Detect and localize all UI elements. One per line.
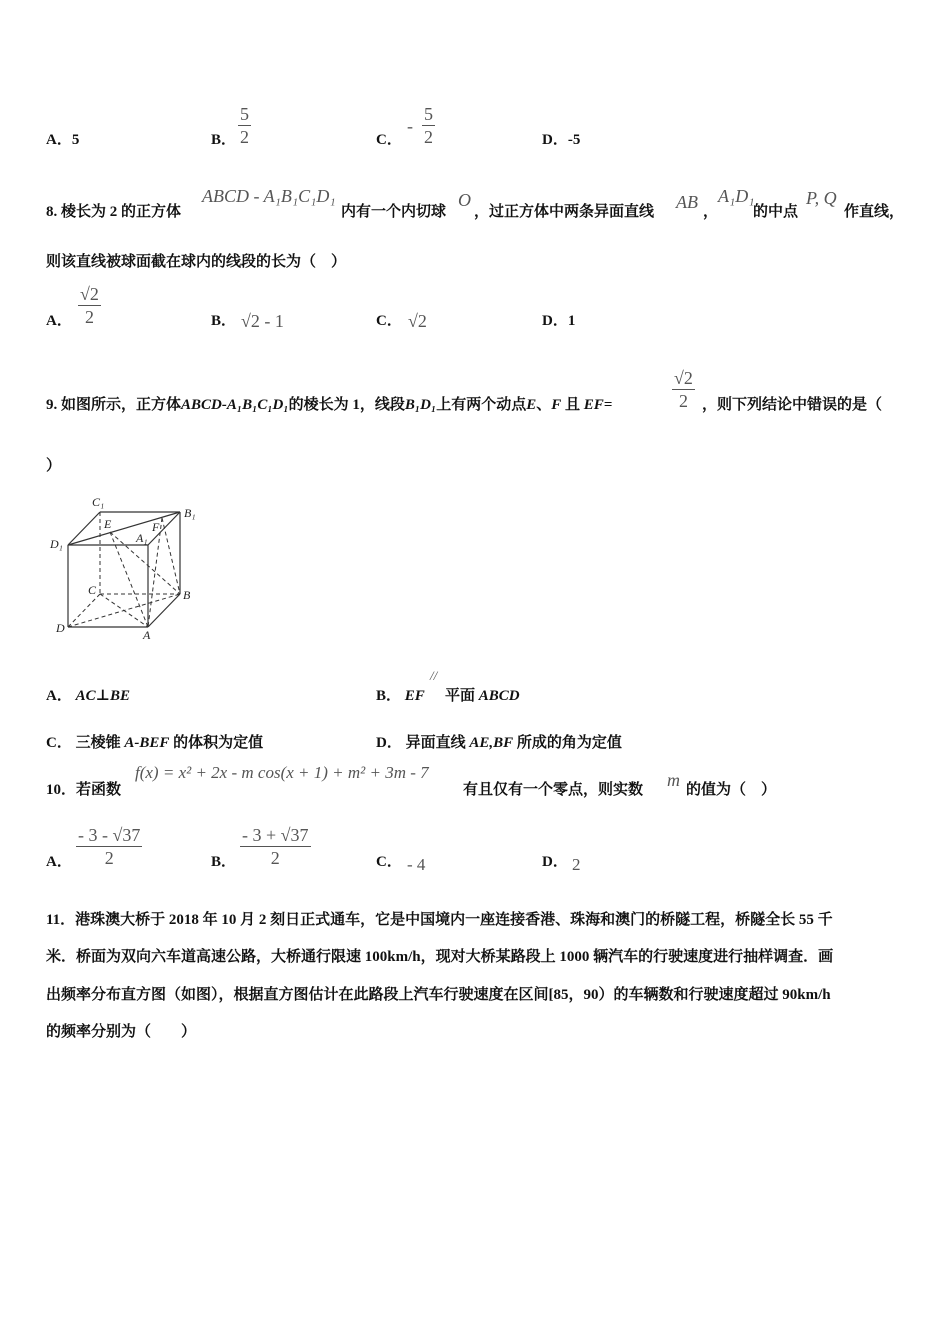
- q8-comma: ，: [703, 204, 719, 220]
- fig-label-A: A: [143, 628, 151, 642]
- q8-option-c-value: √2: [408, 311, 427, 331]
- q8-option-a-fraction: $\frac{√2}{2}$: [80, 284, 99, 327]
- fig-label-D: D: [56, 621, 65, 635]
- q9-ef-fraction: $\frac{√2}{2}$: [674, 368, 693, 411]
- q8-option-a-label: A．: [46, 313, 72, 329]
- fig-label-C1: C₁: [92, 495, 105, 509]
- q8-text-5: 作直线，: [844, 204, 905, 220]
- q10-var-m: m: [667, 770, 680, 790]
- q9-option-c: C． 三棱锥 A-BEF 的体积为定值: [46, 735, 264, 751]
- q9-option-b-rest: 平面 ABCD: [445, 688, 520, 704]
- q8-option-d: D．1: [542, 313, 576, 329]
- q8-text-4: 的中点: [753, 204, 799, 220]
- q8-points-PQ: P, Q: [806, 188, 837, 208]
- q9-option-b-parallel: //: [430, 668, 438, 683]
- q9-cube-figure: [44, 490, 214, 650]
- q8-text-line2: 则该直线被球面截在球内的线段的长为（ ）: [46, 254, 347, 270]
- q8-option-c-label: C．: [376, 313, 402, 329]
- q8-option-b-label: B．: [211, 313, 237, 329]
- q10-option-a-fraction: $\frac{- 3 - √37}{2}$: [78, 825, 141, 868]
- q11-line-1: 11．港珠澳大桥于 2018 年 10 月 2 刻日正式通车，它是中国境内一座连接香港、珠海和澳门的桥隧工程，桥隧全长 55 千: [46, 912, 833, 928]
- q7-option-b-label: B．: [211, 132, 237, 148]
- fig-label-B: B: [183, 588, 191, 602]
- q10-text-3: 的值为（ ）: [686, 782, 777, 798]
- q7-option-c-sign: -: [407, 116, 413, 136]
- q9-option-d: D． 异面直线 AE,BF 所成的角为定值: [376, 735, 622, 751]
- q7-option-c-label: C．: [376, 132, 402, 148]
- q7-option-b-fraction: $\frac{5}{2}$: [240, 104, 249, 147]
- q11-line-2: 米．桥面为双向六车道高速公路，大桥通行限速 100km/h，现对大桥某路段上 1000 辆汽车的行驶速度进行抽样调查．画: [46, 949, 834, 965]
- q9-option-b: B． EF: [376, 688, 425, 704]
- q10-option-d-value: 2: [572, 855, 581, 874]
- fig-label-F: F: [152, 520, 160, 534]
- q10-option-b-label: B．: [211, 854, 237, 870]
- q8-line-AB: AB: [676, 192, 698, 212]
- q7-option-a: A．5: [46, 132, 80, 148]
- q10-text-1: 10．若函数: [46, 782, 122, 798]
- q9-option-a: A． AC⊥BE: [46, 688, 131, 704]
- q11-line-3: 出频率分布直方图（如图），根据直方图估计在此路段上汽车行驶速度在区间[85，90）的车辆数和行驶速度超过 90km/h: [46, 987, 831, 1003]
- q10-option-d-label: D．: [542, 854, 568, 870]
- q8-sphere-O: O: [458, 190, 471, 210]
- q10-option-b-fraction: $\frac{- 3 + √37}{2}$: [242, 825, 309, 868]
- q7-option-c-fraction: $\frac{5}{2}$: [424, 104, 433, 147]
- q10-option-a-label: A．: [46, 854, 72, 870]
- fig-label-A1: A₁: [136, 531, 148, 545]
- q11-line-4: 的频率分别为（ ）: [46, 1024, 197, 1040]
- fig-label-C: C: [88, 583, 97, 597]
- q10-option-c-label: C．: [376, 854, 402, 870]
- q8-text-3: ，过正方体中两条异面直线: [474, 204, 655, 220]
- fig-label-E: E: [104, 517, 112, 531]
- q10-text-2: 有且仅有一个零点，则实数: [463, 782, 644, 798]
- fig-label-D1: D₁: [50, 537, 63, 551]
- q8-text-2: 内有一个内切球: [341, 204, 447, 220]
- q8-option-b-value: √2 - 1: [241, 311, 284, 331]
- q7-option-d: D．-5: [542, 132, 581, 148]
- fig-label-B1: B₁: [184, 506, 196, 520]
- q10-function: f(x) = x² + 2x - m cos(x + 1) + m² + 3m - 7: [135, 763, 429, 782]
- q8-text-1: 8. 棱长为 2 的正方体: [46, 204, 182, 220]
- q8-line-A1D1: A₁D₁: [718, 186, 755, 206]
- q9-stem-line2: ）: [46, 458, 62, 474]
- q9-stem: 9. 如图所示，正方体ABCD-A₁B₁C₁D₁的棱长为 1，线段B₁D₁上有两个动点E、F 且 EF=: [46, 397, 613, 413]
- q8-cube-name: ABCD - A₁B₁C₁D₁: [202, 186, 336, 206]
- q10-option-c-value: - 4: [407, 855, 426, 874]
- q9-stem-end: ，则下列结论中错误的是（: [702, 397, 883, 413]
